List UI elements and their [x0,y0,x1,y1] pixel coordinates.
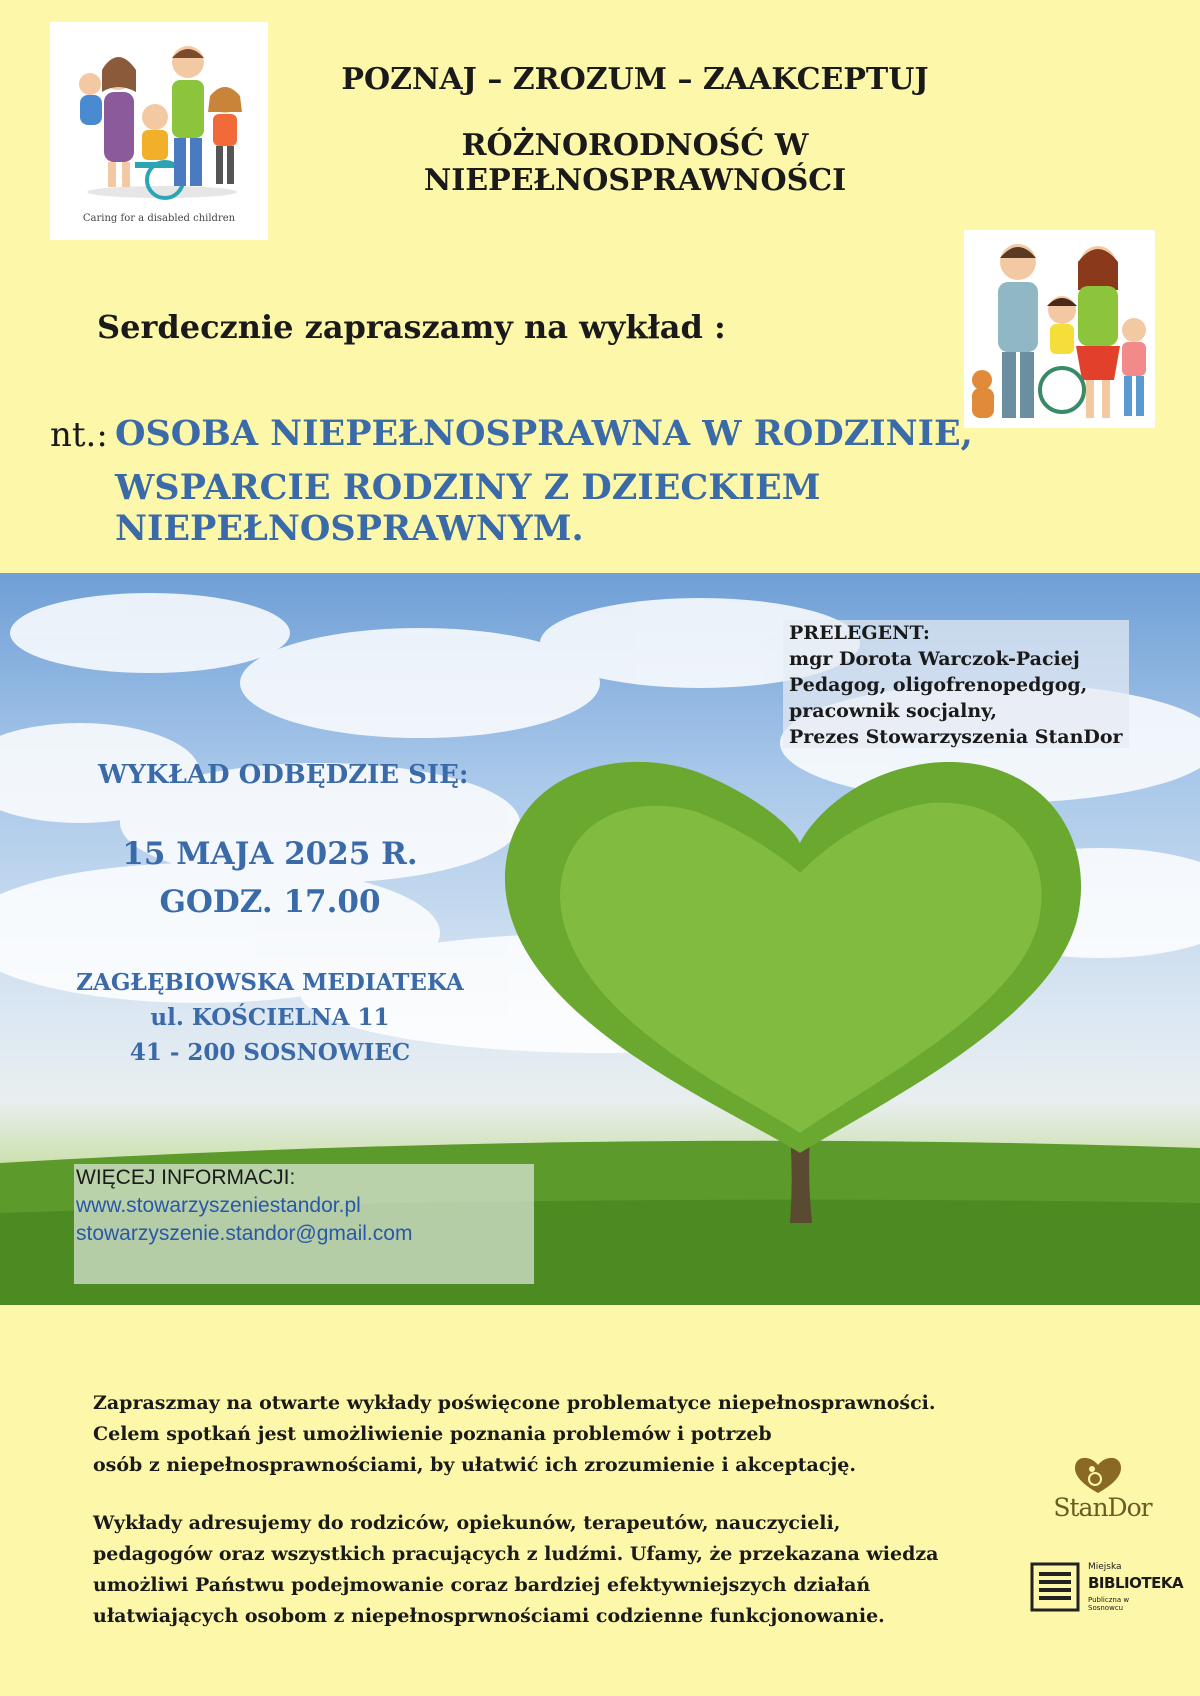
family-logo-left [50,22,268,240]
website-link[interactable]: www.stowarzyszeniestandor.pl [76,1194,361,1217]
description-paragraph-1 [93,1388,936,1481]
topic-prefix: nt.: [50,415,108,455]
p1-line-1: Zapraszmay na otwarte wykłady poświęcone problematyce niepełnosprawności. [93,1392,936,1414]
biblioteka-line-1: Miejska [1088,1562,1122,1572]
event-date: 15 MAJA 2025 R. [122,836,418,872]
heart-wheelchair-icon [1040,1455,1160,1495]
speaker-role-1: Pedagog, oligofrenopedgog, [789,674,1088,696]
venue-city: 41 - 200 SOSNOWIEC [129,1039,411,1066]
biblioteka-logo [1030,1560,1184,1620]
event-label: WYKŁAD ODBĘDZIE SIĘ: [98,760,469,790]
biblioteka-line-2: BIBLIOTEKA [1088,1574,1184,1592]
title-line-2: RÓŻNORODNOŚĆ W NIEPEŁNOSPRAWNOŚCI [423,128,847,198]
event-venue [60,965,480,1070]
p2-line-4: ułatwiających osobom z niepełnosprwnościami codzienne funkcjonowanie. [93,1605,885,1627]
p1-line-2: Celem spotkań jest umożliwienie poznania problemów i potrzeb [93,1423,772,1445]
p1-line-3: osób z niepełnosprawnościami, by ułatwić ich zrozumienie i akceptację. [93,1454,856,1476]
speaker-label: PRELEGENT: [789,622,930,644]
invitation-text: Serdecznie zapraszamy na wykład : [97,308,726,346]
biblioteka-line-3: Publiczna w Sosnowcu [1088,1596,1130,1612]
info-label: WIĘCEJ INFORMACJI: [76,1166,296,1189]
p2-line-3: umożliwi Państwu podejmowanie coraz bardziej efektywniejszych działań [93,1574,871,1596]
speaker-box [783,620,1129,748]
event-time: GODZ. 17.00 [159,884,381,920]
speaker-role-2: pracownik socjalny, [789,700,998,722]
venue-street: ul. KOŚCIELNA 11 [150,1004,390,1031]
topic-line-2: WSPARCIE RODZINY Z DZIECKIEM NIEPEŁNOSPRAWNYM. [115,467,821,549]
p2-line-1: Wykłady adresujemy do rodziców, opiekunów, terapeutów, nauczycieli, [93,1512,841,1534]
standor-logo-text: StanDor [1053,1493,1152,1522]
logo-caption: Caring for a disabled children [82,213,236,224]
speaker-name: mgr Dorota Warczok-Paciej [789,648,1080,670]
email-link[interactable]: stowarzyszenie.standor@gmail.com [76,1222,413,1245]
library-logo-icon [1030,1562,1082,1612]
description-paragraph-2 [93,1508,938,1632]
family-illustration-right [964,230,1155,428]
venue-name: ZAGŁĘBIOWSKA MEDIATEKA [76,969,464,996]
topic-line-1: OSOBA NIEPEŁNOSPRAWNA W RODZINIE, [115,413,973,454]
title-line-1: POZNAJ – ZROZUM – ZAAKCEPTUJ [341,62,929,97]
family-with-dog-icon [964,230,1155,428]
family-wheelchair-icon [50,22,268,212]
speaker-role-3: Prezes Stowarzyszenia StanDor [789,726,1123,748]
p2-line-2: pedagogów oraz wszystkich pracujących z ludźmi. Ufamy, że przekazana wiedza [93,1543,939,1565]
info-box [74,1164,534,1284]
